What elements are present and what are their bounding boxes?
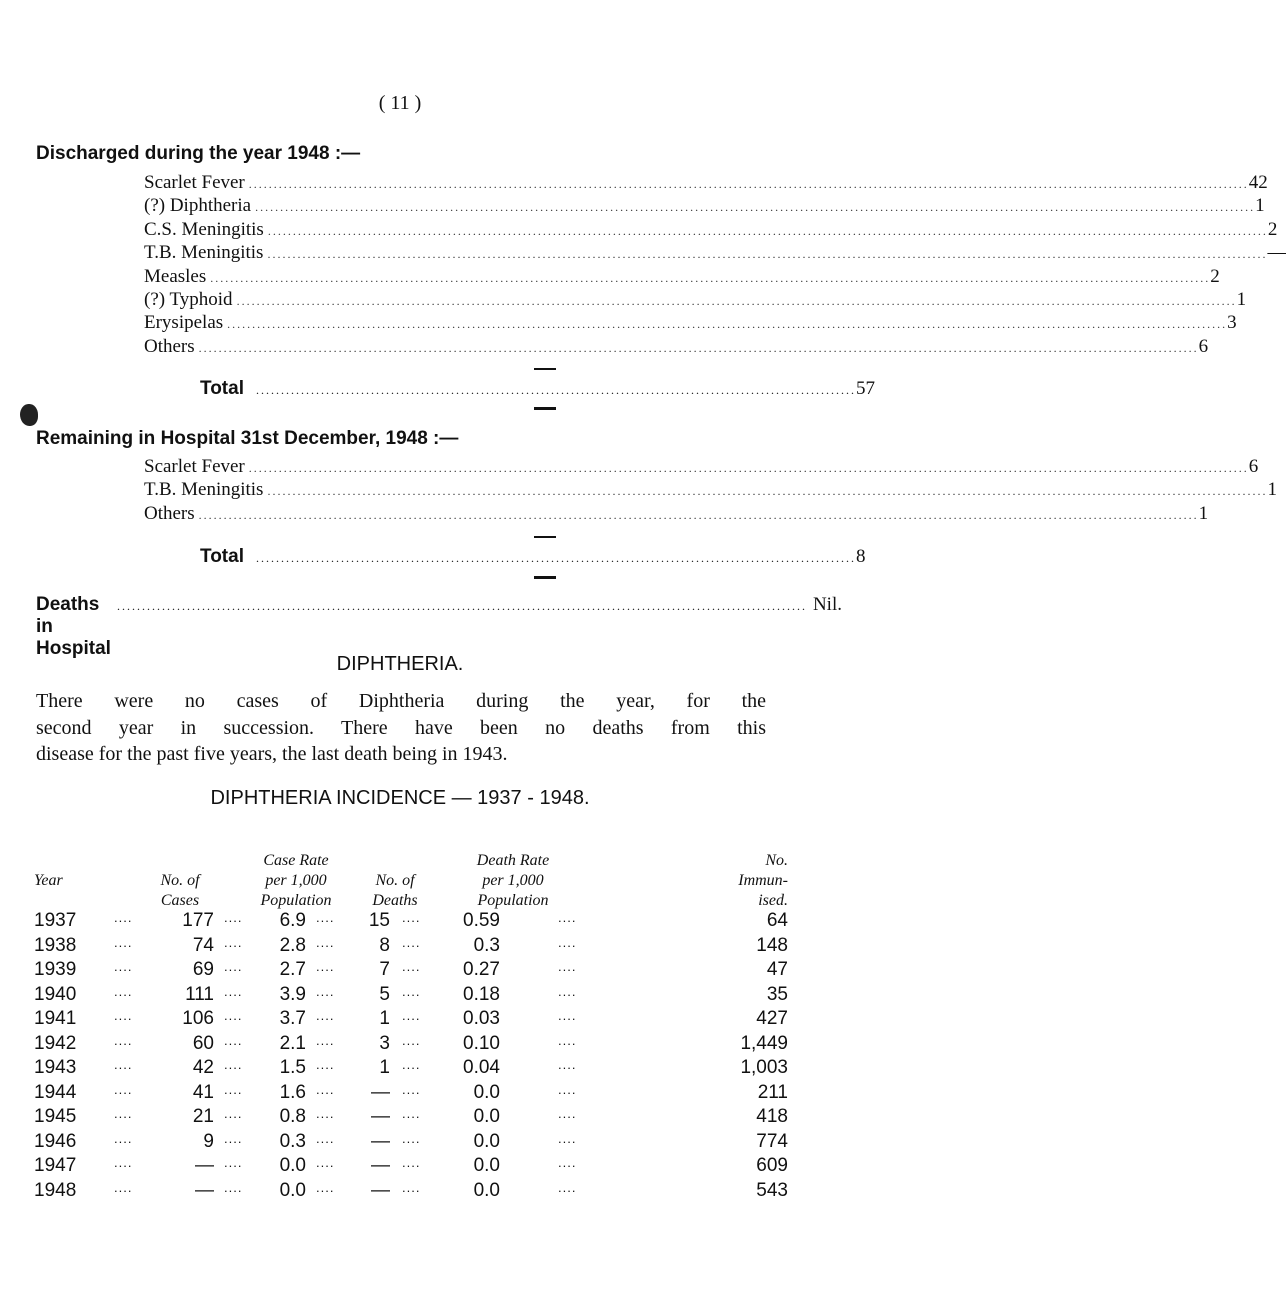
dot-leader: ....	[114, 910, 133, 925]
item-label: (?) Typhoid	[144, 288, 233, 310]
list-item	[144, 172, 1268, 195]
cell-year: 1938	[34, 934, 77, 956]
dot-leader: ....	[558, 1130, 577, 1146]
dot-leader: ....	[558, 1155, 577, 1170]
dot-leader: ....	[316, 910, 335, 925]
cell-immunised: 774	[756, 1130, 788, 1152]
dot-leader: ....	[558, 910, 577, 925]
dot-leader: ....	[558, 983, 577, 999]
dot-leader	[210, 271, 1210, 286]
cell-year: 1942	[34, 1032, 77, 1054]
item-label: Erysipelas	[144, 312, 224, 334]
cell-death-rate: 0.18	[463, 983, 500, 1005]
table-row	[34, 910, 788, 934]
page-number: ( 11 )	[378, 92, 422, 114]
cell-case-rate: 2.8	[279, 934, 306, 956]
cell-immunised: 35	[766, 983, 788, 1005]
header-line: No. of	[375, 872, 415, 889]
dot-leader: ....	[114, 1155, 133, 1170]
dot-leader: ....	[316, 959, 335, 974]
cell-death-rate: 0.0	[473, 1130, 500, 1152]
cell-case-rate: 0.3	[279, 1130, 306, 1152]
list-item	[144, 312, 1237, 335]
cell-immunised: 427	[756, 1008, 788, 1029]
item-label: Others	[144, 335, 195, 357]
dot-leader: ....	[316, 1008, 335, 1023]
list-item	[144, 195, 1265, 218]
dot-leader: ....	[558, 1106, 577, 1121]
header-line: Population	[260, 892, 332, 909]
dot-leader	[249, 461, 1249, 476]
cell-cases: 21	[192, 1106, 214, 1127]
total-label: Total	[200, 546, 244, 567]
dot-leader: ....	[114, 1106, 133, 1121]
total-value: 57	[855, 378, 875, 399]
cell-cases: 41	[192, 1081, 214, 1103]
dot-leader: ....	[402, 910, 421, 925]
dot-leader: ....	[114, 1130, 133, 1146]
list-item	[144, 479, 1277, 502]
cell-year: 1948	[34, 1179, 77, 1201]
header-line: Population	[477, 892, 549, 909]
item-value: —	[1267, 242, 1286, 264]
cell-case-rate: 3.9	[279, 983, 306, 1005]
item-label: Measles	[144, 265, 207, 287]
section-title: DIPHTHERIA.	[336, 653, 464, 675]
item-label: (?) Diphtheria	[144, 195, 252, 217]
cell-year: 1941	[34, 1008, 77, 1029]
cell-case-rate: 0.0	[279, 1179, 306, 1201]
double-rule	[534, 407, 556, 410]
cell-immunised: 1,449	[740, 1032, 788, 1054]
remaining-heading: Remaining in Hospital 31st December, 1948 :—	[36, 428, 459, 449]
dot-leader: ....	[114, 934, 133, 950]
header-line: per 1,000	[482, 872, 544, 889]
header-line: per 1,000	[265, 872, 327, 889]
dot-leader	[256, 551, 856, 566]
cell-case-rate: 1.6	[279, 1081, 306, 1103]
table-title: DIPHTHERIA INCIDENCE — 1937 - 1948.	[210, 787, 590, 809]
total-label: Total	[200, 378, 244, 399]
double-rule	[534, 576, 556, 579]
total-rule	[534, 536, 556, 538]
cell-year: 1943	[34, 1057, 77, 1078]
dot-leader: ....	[316, 1032, 335, 1048]
dot-leader: ....	[114, 1032, 133, 1048]
cell-deaths: 1	[379, 1057, 390, 1078]
dot-leader: ....	[224, 983, 243, 999]
header-line: ised.	[758, 892, 788, 909]
item-label: T.B. Meningitis	[144, 242, 264, 264]
item-value: 2	[1210, 265, 1220, 287]
table-row	[34, 1057, 788, 1081]
cell-year: 1947	[34, 1155, 77, 1176]
dot-leader: ....	[402, 1155, 421, 1170]
cell-year: 1939	[34, 959, 77, 980]
table-row	[34, 1033, 788, 1057]
header-deaths	[360, 871, 430, 911]
deaths-row	[36, 594, 842, 660]
header-line: No. of	[160, 872, 200, 889]
cell-death-rate: 0.0	[473, 1179, 500, 1201]
dot-leader	[237, 294, 1237, 309]
header-line: Death Rate	[476, 852, 550, 869]
header-immunised	[688, 851, 788, 911]
dot-leader: ....	[402, 1130, 421, 1146]
cell-death-rate: 0.0	[473, 1081, 500, 1103]
cell-case-rate: 2.1	[279, 1032, 306, 1054]
dot-leader: ....	[558, 934, 577, 950]
discharged-list	[144, 172, 1286, 359]
cell-deaths: —	[371, 1106, 390, 1127]
deaths-value: Nil.	[812, 594, 842, 615]
dot-leader: ....	[114, 983, 133, 999]
list-item	[144, 502, 1209, 526]
cell-deaths: 8	[379, 934, 390, 956]
total-rule	[534, 368, 556, 370]
dot-leader	[255, 200, 1255, 215]
table-row	[34, 1155, 788, 1179]
discharged-total	[200, 378, 875, 400]
cell-death-rate: 0.04	[463, 1057, 500, 1078]
dot-leader: ....	[114, 1081, 133, 1097]
list-item	[144, 265, 1220, 289]
dot-leader: ....	[558, 1057, 577, 1072]
dot-leader: ....	[402, 1057, 421, 1072]
cell-immunised: 211	[757, 1081, 788, 1103]
dot-leader: ....	[402, 983, 421, 999]
list-item	[144, 218, 1278, 242]
dot-leader: ....	[316, 1130, 335, 1146]
dot-leader: ....	[316, 1106, 335, 1121]
cell-case-rate: 2.7	[279, 959, 306, 980]
dot-leader: ....	[558, 1179, 577, 1195]
header-case-rate	[236, 851, 356, 911]
cell-death-rate: 0.03	[463, 1008, 500, 1029]
list-item	[144, 456, 1259, 479]
cell-deaths: 1	[379, 1008, 390, 1029]
item-value: 3	[1227, 312, 1237, 334]
cell-death-rate: 0.27	[463, 959, 500, 980]
dot-leader: ....	[114, 959, 133, 974]
cell-year: 1945	[34, 1106, 77, 1127]
header-line: No.	[765, 852, 788, 869]
dot-leader: ....	[402, 1032, 421, 1048]
dot-leader: ....	[316, 1057, 335, 1072]
cell-year: 1944	[34, 1081, 77, 1103]
remaining-list	[144, 456, 1277, 526]
dot-leader: ....	[402, 1081, 421, 1097]
item-value: 42	[1248, 172, 1268, 193]
header-line: Deaths	[372, 892, 418, 909]
dot-leader: ....	[316, 983, 335, 999]
table-row	[34, 1082, 788, 1106]
cell-deaths: 15	[368, 910, 390, 931]
dot-leader: ....	[224, 1008, 243, 1023]
cell-deaths: —	[371, 1155, 390, 1176]
deaths-label: Deaths in Hospital	[36, 594, 111, 659]
table-row	[34, 1131, 788, 1155]
dot-leader	[267, 484, 1267, 499]
list-item	[144, 288, 1247, 312]
cell-immunised: 47	[766, 959, 788, 980]
cell-case-rate: 6.9	[279, 910, 306, 931]
cell-case-rate: 0.0	[279, 1155, 306, 1176]
dot-leader: ....	[558, 959, 577, 974]
cell-deaths: —	[371, 1179, 390, 1201]
item-value: 6	[1248, 456, 1259, 477]
dot-leader: ....	[114, 1057, 133, 1072]
cell-immunised: 543	[756, 1179, 788, 1201]
item-value: 1	[1267, 479, 1277, 501]
dot-leader: ....	[402, 959, 421, 974]
cell-cases: 60	[192, 1032, 214, 1054]
dot-leader: ....	[224, 1081, 243, 1097]
cell-deaths: 7	[379, 959, 390, 980]
table-row	[34, 1106, 788, 1130]
header-line: Case Rate	[263, 852, 329, 869]
dot-leader: ....	[114, 1008, 133, 1023]
ink-blot	[20, 404, 38, 426]
dot-leader: ....	[224, 1032, 243, 1048]
dot-leader: ....	[316, 1081, 335, 1097]
list-item	[144, 335, 1209, 359]
cell-year: 1940	[34, 983, 77, 1005]
item-value: 1	[1198, 502, 1209, 524]
cell-case-rate: 1.5	[279, 1057, 306, 1078]
table-row	[34, 984, 788, 1008]
cell-death-rate: 0.0	[473, 1155, 500, 1176]
cell-death-rate: 0.10	[463, 1032, 500, 1054]
header-cases	[140, 871, 220, 911]
dot-leader: ....	[224, 910, 243, 925]
header-death-rate	[448, 851, 578, 911]
cell-deaths: —	[371, 1130, 390, 1152]
discharged-heading: Discharged during the year 1948 :—	[36, 143, 361, 164]
item-label: Scarlet Fever	[144, 172, 245, 193]
dot-leader: ....	[402, 1008, 421, 1023]
dot-leader: ....	[224, 1106, 243, 1121]
cell-year: 1937	[34, 910, 77, 931]
item-value: 6	[1198, 335, 1209, 357]
cell-cases: 111	[185, 983, 214, 1005]
dot-leader	[267, 247, 1267, 262]
cell-case-rate: 3.7	[279, 1008, 306, 1029]
cell-cases: —	[195, 1155, 214, 1176]
paragraph-line: There were no cases of Diphtheria during the year, for the	[36, 690, 766, 712]
dot-leader: ....	[558, 1008, 577, 1023]
total-value: 8	[855, 546, 866, 567]
item-label: T.B. Meningitis	[144, 479, 264, 501]
dot-leader: ....	[402, 934, 421, 950]
cell-cases: 177	[182, 910, 214, 931]
cell-immunised: 418	[756, 1106, 788, 1127]
dot-leader	[249, 177, 1249, 192]
item-label: Scarlet Fever	[144, 456, 245, 477]
dot-leader: ....	[114, 1179, 133, 1195]
cell-immunised: 609	[756, 1155, 788, 1176]
dot-leader: ..........................................................................................................................................	[116, 599, 807, 613]
cell-immunised: 64	[766, 910, 788, 931]
dot-leader	[227, 317, 1227, 332]
cell-death-rate: 0.0	[473, 1106, 500, 1127]
item-label: C.S. Meningitis	[144, 218, 264, 240]
cell-year: 1946	[34, 1130, 77, 1152]
item-value: 2	[1267, 218, 1278, 240]
paragraph-line: disease for the past five years, the last death being in 1943.	[36, 743, 508, 765]
dot-leader	[268, 224, 1268, 239]
table-row	[34, 959, 788, 983]
cell-cases: 69	[192, 959, 214, 980]
cell-cases: 74	[192, 934, 214, 956]
cell-cases: 9	[203, 1130, 214, 1152]
dot-leader: ....	[316, 934, 335, 950]
header-line: Immun-	[738, 872, 788, 889]
dot-leader: ....	[224, 1130, 243, 1146]
item-label: Others	[144, 502, 195, 524]
cell-case-rate: 0.8	[279, 1106, 306, 1127]
dot-leader	[256, 383, 856, 398]
cell-cases: 42	[192, 1057, 214, 1078]
list-item	[144, 242, 1286, 265]
dot-leader: ....	[224, 1179, 243, 1195]
item-value: 1	[1236, 288, 1247, 310]
cell-death-rate: 0.59	[463, 910, 500, 931]
dot-leader: ....	[402, 1179, 421, 1195]
table-row	[34, 1008, 788, 1032]
table-row	[34, 1180, 788, 1204]
table-row	[34, 935, 788, 959]
dot-leader: ....	[224, 1155, 243, 1170]
cell-immunised: 1,003	[740, 1057, 788, 1078]
dot-leader: ....	[402, 1106, 421, 1121]
dot-leader: ....	[224, 1057, 243, 1072]
cell-deaths: 5	[379, 983, 390, 1005]
dot-leader: ....	[316, 1155, 335, 1170]
dot-leader: ....	[224, 959, 243, 974]
dot-leader: ....	[558, 1032, 577, 1048]
diphtheria-paragraph	[36, 688, 766, 768]
dot-leader: ....	[316, 1179, 335, 1195]
cell-deaths: —	[371, 1081, 390, 1103]
paragraph-line: second year in succession. There have been no deaths from this	[36, 716, 766, 739]
dot-leader: ....	[224, 934, 243, 950]
cell-cases: —	[195, 1179, 214, 1201]
cell-deaths: 3	[379, 1032, 390, 1054]
item-value: 1	[1255, 195, 1265, 217]
dot-leader: ....	[558, 1081, 577, 1097]
dot-leader	[199, 508, 1199, 523]
dot-leader	[199, 341, 1199, 356]
cell-immunised: 148	[756, 934, 788, 956]
cell-death-rate: 0.3	[473, 934, 500, 956]
header-year: Year	[34, 872, 63, 889]
remaining-total	[200, 546, 866, 568]
cell-cases: 106	[182, 1008, 214, 1029]
header-line: Cases	[160, 892, 200, 909]
